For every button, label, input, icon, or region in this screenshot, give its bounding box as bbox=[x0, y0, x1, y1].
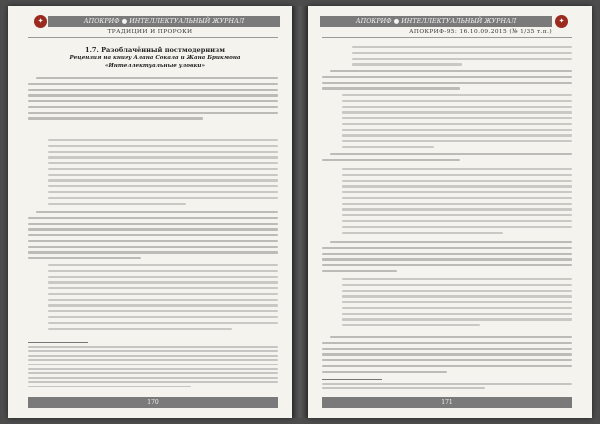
article-subtitle-line-2: «Интеллектуальные уловки» bbox=[104, 62, 205, 69]
text-line bbox=[48, 151, 278, 153]
text-line bbox=[28, 223, 278, 225]
article-title-block bbox=[48, 46, 262, 70]
right-quote-1 bbox=[342, 94, 572, 152]
text-line bbox=[28, 246, 278, 248]
text-line bbox=[342, 140, 572, 142]
text-line bbox=[48, 197, 278, 199]
right-footnote-rule bbox=[322, 379, 382, 380]
text-line bbox=[28, 234, 278, 236]
text-line bbox=[28, 83, 278, 85]
text-line bbox=[28, 377, 278, 379]
text-line bbox=[48, 156, 278, 158]
text-line bbox=[352, 58, 572, 60]
right-quote-continued bbox=[352, 46, 572, 69]
text-line bbox=[48, 162, 278, 164]
text-line bbox=[28, 355, 278, 357]
text-line bbox=[352, 63, 462, 65]
text-line bbox=[342, 168, 572, 170]
text-line bbox=[330, 153, 572, 155]
text-line bbox=[342, 284, 572, 286]
text-line bbox=[48, 185, 278, 187]
text-line bbox=[322, 387, 485, 389]
right-header-rule bbox=[322, 37, 572, 38]
text-line bbox=[342, 117, 572, 119]
text-line bbox=[342, 106, 572, 108]
text-line bbox=[48, 203, 186, 205]
text-line bbox=[322, 87, 460, 89]
text-line bbox=[322, 270, 397, 272]
text-line bbox=[342, 301, 572, 303]
left-page bbox=[8, 6, 292, 418]
text-line bbox=[330, 336, 572, 338]
text-line bbox=[342, 123, 572, 125]
text-line bbox=[48, 139, 278, 141]
right-footnote bbox=[322, 383, 572, 392]
text-line bbox=[28, 106, 278, 108]
text-line bbox=[28, 240, 278, 242]
text-line bbox=[28, 228, 278, 230]
text-line bbox=[342, 174, 572, 176]
right-quote-3 bbox=[342, 278, 572, 330]
text-line bbox=[48, 145, 278, 147]
left-paragraph-2 bbox=[28, 211, 278, 263]
text-line bbox=[48, 191, 278, 193]
left-header-rule bbox=[28, 37, 278, 38]
text-line bbox=[48, 270, 278, 272]
text-line bbox=[342, 94, 572, 96]
text-line bbox=[48, 168, 278, 170]
text-line bbox=[28, 257, 141, 259]
text-line bbox=[48, 322, 278, 324]
text-line bbox=[342, 290, 572, 292]
text-line bbox=[48, 264, 278, 266]
text-line bbox=[342, 232, 503, 234]
text-line bbox=[322, 371, 447, 373]
article-subtitle-line-1: Рецензия на книгу Алана Сокала и Жана Брикмона bbox=[69, 55, 241, 61]
text-line bbox=[342, 318, 572, 320]
text-line bbox=[322, 247, 572, 249]
left-page-number: 170 bbox=[28, 397, 278, 408]
text-line bbox=[342, 324, 480, 326]
text-line bbox=[36, 211, 278, 213]
text-line bbox=[322, 253, 572, 255]
right-quote-2 bbox=[342, 168, 572, 237]
text-line bbox=[322, 359, 572, 361]
text-line bbox=[342, 278, 572, 280]
text-line bbox=[322, 353, 572, 355]
text-line bbox=[48, 316, 278, 318]
text-line bbox=[48, 299, 278, 301]
left-paragraph-1 bbox=[28, 77, 278, 123]
text-line bbox=[352, 46, 572, 48]
text-line bbox=[342, 203, 572, 205]
article-title: 1.7. Разоблачённый постмодернизм bbox=[85, 46, 225, 54]
text-line bbox=[342, 191, 572, 193]
text-line bbox=[342, 100, 572, 102]
text-line bbox=[28, 364, 278, 366]
text-line bbox=[322, 383, 572, 385]
text-line bbox=[342, 134, 572, 136]
text-line bbox=[342, 180, 572, 182]
text-line bbox=[48, 276, 278, 278]
text-line bbox=[36, 77, 278, 79]
text-line bbox=[28, 368, 278, 370]
text-line bbox=[322, 348, 572, 350]
journal-emblem-icon: ✦ bbox=[34, 15, 47, 28]
text-line bbox=[48, 287, 278, 289]
text-line bbox=[48, 304, 278, 306]
right-header-band: АПОКРИФ ● ИНТЕЛЛЕКТУАЛЬНЫЙ ЖУРНАЛ bbox=[320, 16, 552, 27]
text-line bbox=[342, 111, 572, 113]
text-line bbox=[28, 112, 278, 114]
text-line bbox=[330, 70, 572, 72]
text-line bbox=[28, 386, 191, 388]
text-line bbox=[28, 217, 278, 219]
text-line bbox=[28, 350, 278, 352]
right-paragraph-3 bbox=[322, 241, 572, 276]
right-paragraph-1 bbox=[322, 70, 572, 93]
left-quote-2 bbox=[48, 264, 278, 333]
text-line bbox=[352, 52, 572, 54]
text-line bbox=[48, 281, 278, 283]
text-line bbox=[28, 251, 278, 253]
text-line bbox=[48, 310, 278, 312]
right-page-number: 171 bbox=[322, 397, 572, 408]
book-spine bbox=[292, 6, 308, 418]
text-line bbox=[28, 100, 278, 102]
text-line bbox=[28, 346, 278, 348]
text-line bbox=[28, 117, 203, 119]
right-page bbox=[308, 6, 592, 418]
left-header-band: АПОКРИФ ● ИНТЕЛЛЕКТУАЛЬНЫЙ ЖУРНАЛ bbox=[48, 16, 280, 27]
text-line bbox=[342, 214, 572, 216]
text-line bbox=[28, 359, 278, 361]
text-line bbox=[322, 258, 572, 260]
text-line bbox=[342, 313, 572, 315]
text-line bbox=[322, 264, 572, 266]
left-quote-1 bbox=[48, 139, 278, 208]
text-line bbox=[342, 295, 572, 297]
text-line bbox=[48, 179, 278, 181]
text-line bbox=[28, 94, 278, 96]
text-line bbox=[322, 365, 572, 367]
right-paragraph-4 bbox=[322, 336, 572, 376]
text-line bbox=[48, 174, 278, 176]
text-line bbox=[28, 381, 278, 383]
text-line bbox=[48, 328, 232, 330]
left-section-title: ТРАДИЦИИ И ПРОРОКИ bbox=[107, 29, 193, 35]
right-section-title: АПОКРИФ-95: 16.10.09.2015 (№ 1/35 т.п.) bbox=[409, 29, 552, 35]
text-line bbox=[342, 208, 572, 210]
left-footnote-rule bbox=[28, 342, 88, 343]
text-line bbox=[48, 293, 278, 295]
right-paragraph-2 bbox=[322, 153, 572, 165]
text-line bbox=[322, 342, 572, 344]
journal-emblem-icon: ✦ bbox=[555, 15, 568, 28]
text-line bbox=[342, 185, 572, 187]
text-line bbox=[28, 89, 278, 91]
text-line bbox=[322, 76, 572, 78]
text-line bbox=[342, 307, 572, 309]
text-line bbox=[28, 372, 278, 374]
text-line bbox=[342, 197, 572, 199]
left-footnotes bbox=[28, 346, 278, 390]
text-line bbox=[342, 220, 572, 222]
text-line bbox=[322, 159, 460, 161]
text-line bbox=[342, 226, 572, 228]
text-line bbox=[322, 82, 572, 84]
text-line bbox=[342, 129, 572, 131]
text-line bbox=[330, 241, 572, 243]
text-line bbox=[342, 146, 434, 148]
